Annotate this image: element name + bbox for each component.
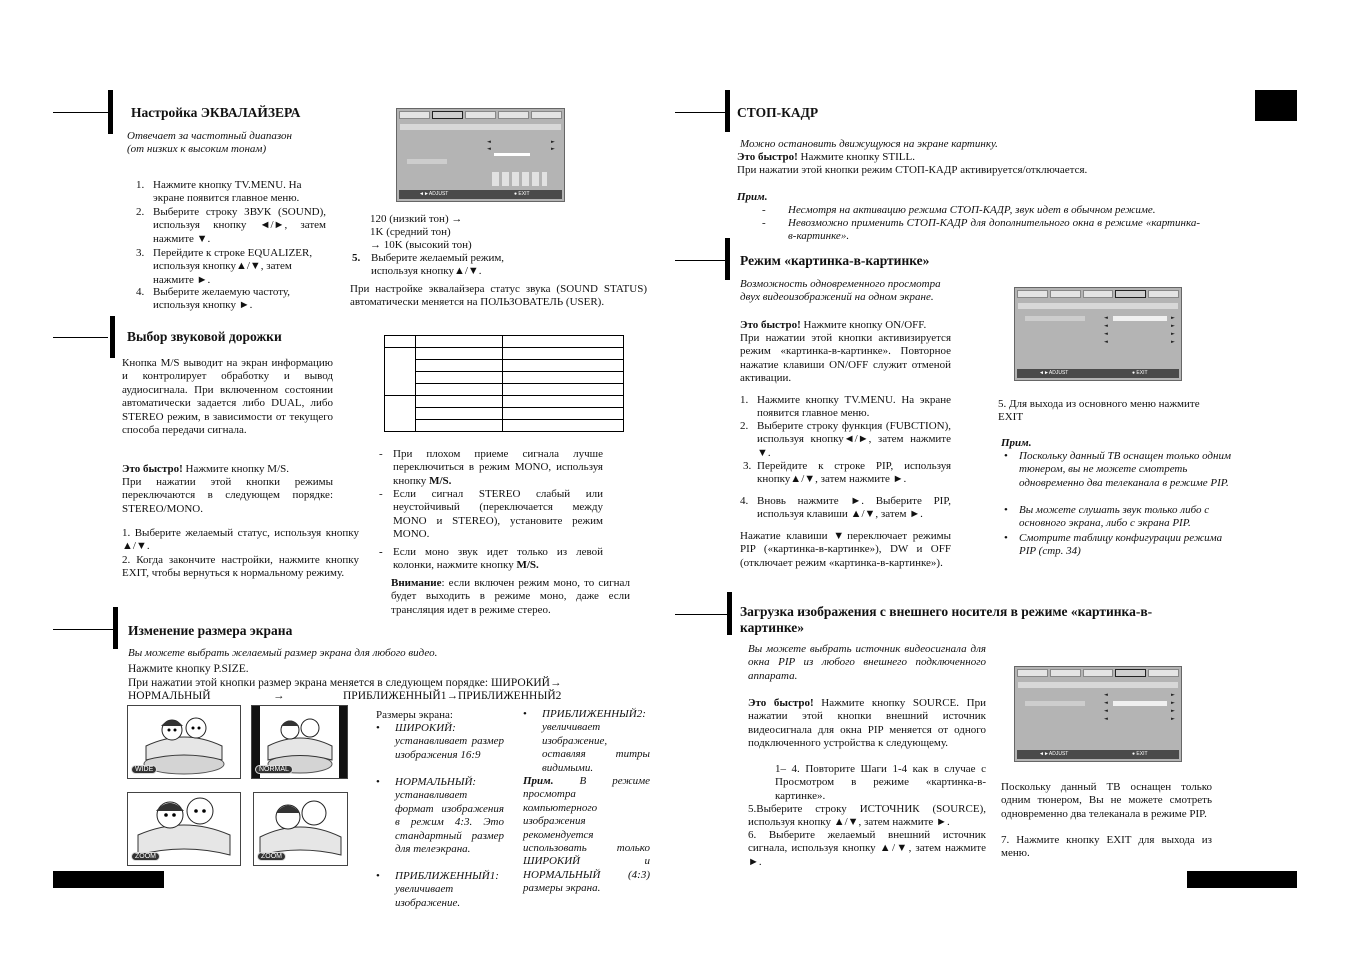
eq-title: Настройка ЭКВАЛАЙЗЕРА — [131, 105, 301, 120]
eq-note: При настройке эквалайзера статус звука (SOUND STATUS) автоматически меняется на ПОЛЬЗОВАТЕЛЬ (USER). — [350, 283, 647, 309]
pip-step: 3. Перейдите к строке PIP, используя кнопку▲/▼, затем нажмите ►. — [743, 460, 951, 486]
sizes-item: • ШИРОКИЙ: устанавливает размер изображения 16:9 — [376, 722, 504, 761]
size-press: Нажмите кнопку P.SIZE. — [128, 663, 249, 675]
still-note-label: Прим. — [737, 191, 768, 203]
pip-step5: 5. Для выхода из основного меню нажмите EXIT — [998, 398, 1200, 424]
ext-step6: 6. Выберите желаемый внешний источник сигнала, используя кнопку ▲/▼, затем нажмите ►. — [748, 829, 986, 868]
track-bullet: - При плохом приеме сигнала лучше переключиться в режим MONO, используя кнопку M/S. — [379, 448, 603, 487]
eq-step: 5. Выберите желаемый режим, используя кнопку▲/▼. — [352, 252, 505, 278]
pip-bar — [725, 238, 730, 280]
eq-rule — [53, 112, 108, 113]
eq-osd-screenshot: ◄ ► ◄ ► ◄►ADJUST ● EXIT — [396, 108, 565, 202]
ext-quick: Это быстро! Нажмите кнопку SOURCE. При нажатии этой кнопки внешний источник видеосигнала для окна PIP меняется от одного подключенного устройства к следующему. — [748, 697, 986, 750]
still-note: - Невозможно применить СТОП-КАДР для дополнительного окна в режиме «картинка-в-картинке». — [762, 217, 1200, 243]
size-illustration-zoom1 — [127, 792, 241, 866]
track-quick: Это быстро! Нажмите кнопку M/S. — [122, 463, 289, 475]
track-bullet: - Если моно звук идет только из левой колонки, нажмите кнопку M/S. — [379, 546, 603, 572]
pip-note: • Поскольку данный ТВ оснащен только одним тюнером, вы не можете смотреть одновременно два телеканала в режиме PIP. — [1004, 450, 1231, 489]
track-title: Выбор звуковой дорожки — [127, 329, 282, 344]
ext-side-note: Поскольку данный ТВ оснащен только одним тюнером, Вы не можете смотреть одновременно два телеканала в режиме PIP. — [1001, 781, 1212, 820]
still-quick: Это быстро! Нажмите кнопку STILL. — [737, 151, 915, 163]
pip-desc: При нажатии этой кнопки активизируется режим «картинка-в-картинке». Повторное нажатие клавиши ON/OFF служит отменой активации. — [740, 332, 951, 385]
sizes-item: • ПРИБЛИЖЕННЫЙ2: увеличивает изображение, оставляя титры видимыми. — [523, 708, 650, 774]
pip-step: 1. Нажмите кнопку TV.MENU. На экране появится главное меню. — [740, 394, 951, 420]
ext-rule — [675, 614, 727, 615]
track-table — [384, 335, 624, 432]
still-intro: Можно остановить движущуюся на экране картинку. — [740, 138, 998, 150]
size-label: ZOOM — [131, 852, 160, 861]
eq-freq-low: 120 (низкий тон) → — [370, 213, 463, 225]
right-header-box — [1255, 90, 1297, 121]
ext-step7: 7. Нажмите кнопку EXIT для выхода из меню. — [1001, 834, 1212, 860]
size-bar — [113, 607, 118, 649]
eq-step: 2. Выберите строку ЗВУК (SOUND), используя кнопку ◄/►, затем нажмите ▼. — [136, 206, 326, 245]
sizes-item: • ПРИБЛИЖЕННЫЙ1: увеличивает изображение. — [376, 870, 499, 909]
sizes-note: Прим. В режиме просмотра компьютерного изображения рекомендуется использовать только ШИРОКИЙ и НОРМАЛЬНЫЙ (4:3) размеры экрана. — [523, 775, 650, 895]
track-order: При нажатии этой кнопки режимы переключаются в следующем порядке: STEREO/MONO. — [122, 476, 333, 515]
size-label: NORMAL — [255, 765, 293, 774]
eq-step: 4. Выберите желаемую частоту, используя кнопку ►. — [136, 286, 291, 312]
ext-step-1-4: 1– 4. Повторите Шаги 1-4 как в случае с Просмотром в режиме «картинка-в-картинке». — [775, 763, 986, 802]
size-label: ZOOM — [257, 852, 286, 861]
pip-toggle-note: Нажатие клавиши ▼переключает режимы PIP («картинка-в-картинке»), DW и OFF (отключает режим «картинка-в-картинке»). — [740, 530, 951, 569]
still-bar — [725, 90, 730, 132]
ext-intro: Вы можете выбрать источник видеосигнала для окна PIP из любого внешнего подключенного аппарата. — [748, 643, 986, 682]
size-illustration-zoom2 — [253, 792, 348, 866]
size-illustration-normal — [251, 705, 348, 779]
pip-quick: Это быстро! Нажмите кнопку ON/OFF. — [740, 319, 927, 331]
pip-step: 2. Выберите строку функция (FUBCTION), используя кнопку◄/►, затем нажмите ▼. — [740, 420, 951, 459]
still-title: СТОП-КАДР — [737, 105, 819, 120]
pip-osd-screenshot: ◄ ► ◄ ► ◄ ► ◄ ► ◄►ADJUST ● EXIT — [1014, 287, 1182, 381]
track-desc: Кнопка M/S выводит на экран информацию и контролирует обработку и вывод аудиосигнала. При включенном состоянии автоматически задается либо DUAL, либо STEREO режим, в зависимости от текущего способа передачи сигнала. — [122, 357, 333, 437]
pip-note: • Смотрите таблицу конфигурации режима PIP (стр. 34) — [1004, 532, 1223, 558]
track-warning: Внимание: если включен режим моно, то сигнал будет выходить в режиме моно, даже если трансляция идет в режиме стерео. — [391, 577, 630, 616]
pip-rule — [675, 260, 725, 261]
track-step2: 2. Когда закончите настройки, нажмите кнопку EXIT, чтобы вернуться к нормальному режиму. — [122, 554, 359, 580]
eq-freq-high: → 10K (высокий тон) — [370, 239, 472, 251]
size-intro: Вы можете выбрать желаемый размер экрана для любого видео. — [128, 647, 438, 659]
track-bullet: - Если сигнал STEREO слабый или неустойчивый (переключается между MONO и STEREO), установите режим MONO. — [379, 488, 603, 541]
pip-note: • Вы можете слушать звук только либо с основного экрана, либо с экрана PIP. — [1004, 504, 1210, 530]
pip-note-label: Прим. — [1001, 437, 1032, 449]
still-note: - Несмотря на активацию режима СТОП-КАДР, звук идет в обычном режиме. — [762, 204, 1156, 216]
size-order: При нажатии этой кнопки размер экрана меняется в следующем порядке: ШИРОКИЙ→ — [128, 677, 562, 689]
size-label: WIDE — [131, 765, 157, 774]
size-illustration-wide — [127, 705, 241, 779]
size-rule — [53, 629, 113, 630]
still-rule — [675, 112, 725, 113]
size-title: Изменение размера экрана — [128, 623, 293, 638]
eq-step: 1. Нажмите кнопку TV.MENU. На экране появится главное меню. — [136, 179, 302, 205]
eq-freq-mid: 1K (средний тон) — [370, 226, 451, 238]
eq-intro: Отвечает за частотный диапазон (от низких к высоким тонам) — [127, 130, 292, 156]
pip-step: 4. Вновь нажмите ►. Выберите PIP, используя клавиши ▲/▼, затем ►. — [740, 495, 951, 521]
track-bar — [110, 316, 115, 358]
track-rule — [53, 337, 108, 338]
pip-title: Режим «картинка-в-картинке» — [740, 253, 930, 268]
ext-bar — [727, 592, 732, 635]
left-footer-bar — [53, 871, 164, 888]
right-footer-bar — [1187, 871, 1297, 888]
ext-title: Загрузка изображения с внешнего носителя в режиме «картинка-в- картинке» — [740, 604, 1153, 635]
sizes-item: • НОРМАЛЬНЫЙ: устанавливает формат изображения в режим 4:3. Это стандартный размер для телеэкрана. — [376, 776, 504, 856]
ext-osd-screenshot: ◄ ► ◄ ► ◄ ► ◄ ► ◄►ADJUST ● EXIT — [1014, 666, 1182, 762]
pip-intro: Возможность одновременного просмотра двух видеоизображений на одном экране. — [740, 278, 941, 304]
ext-step5: 5.Выберите строку ИСТОЧНИК (SOURCE), используя кнопку ▲/▼, затем нажмите ►. — [748, 803, 986, 829]
track-step1: 1. Выберите желаемый статус, используя кнопку ▲/▼. — [122, 527, 359, 553]
size-order-2: НОРМАЛЬНЫЙ → ПРИБЛИЖЕННЫЙ1→ПРИБЛИЖЕННЫЙ2 — [128, 690, 562, 702]
still-desc: При нажатии этой кнопки режим СТОП-КАДР активируется/отключается. — [737, 164, 1088, 176]
eq-bar — [108, 90, 113, 134]
eq-step: 3. Перейдите к строке EQUALIZER, используя кнопку▲/▼, затем нажмите ►. — [136, 247, 313, 286]
sizes-heading: Размеры экрана: — [376, 709, 453, 721]
